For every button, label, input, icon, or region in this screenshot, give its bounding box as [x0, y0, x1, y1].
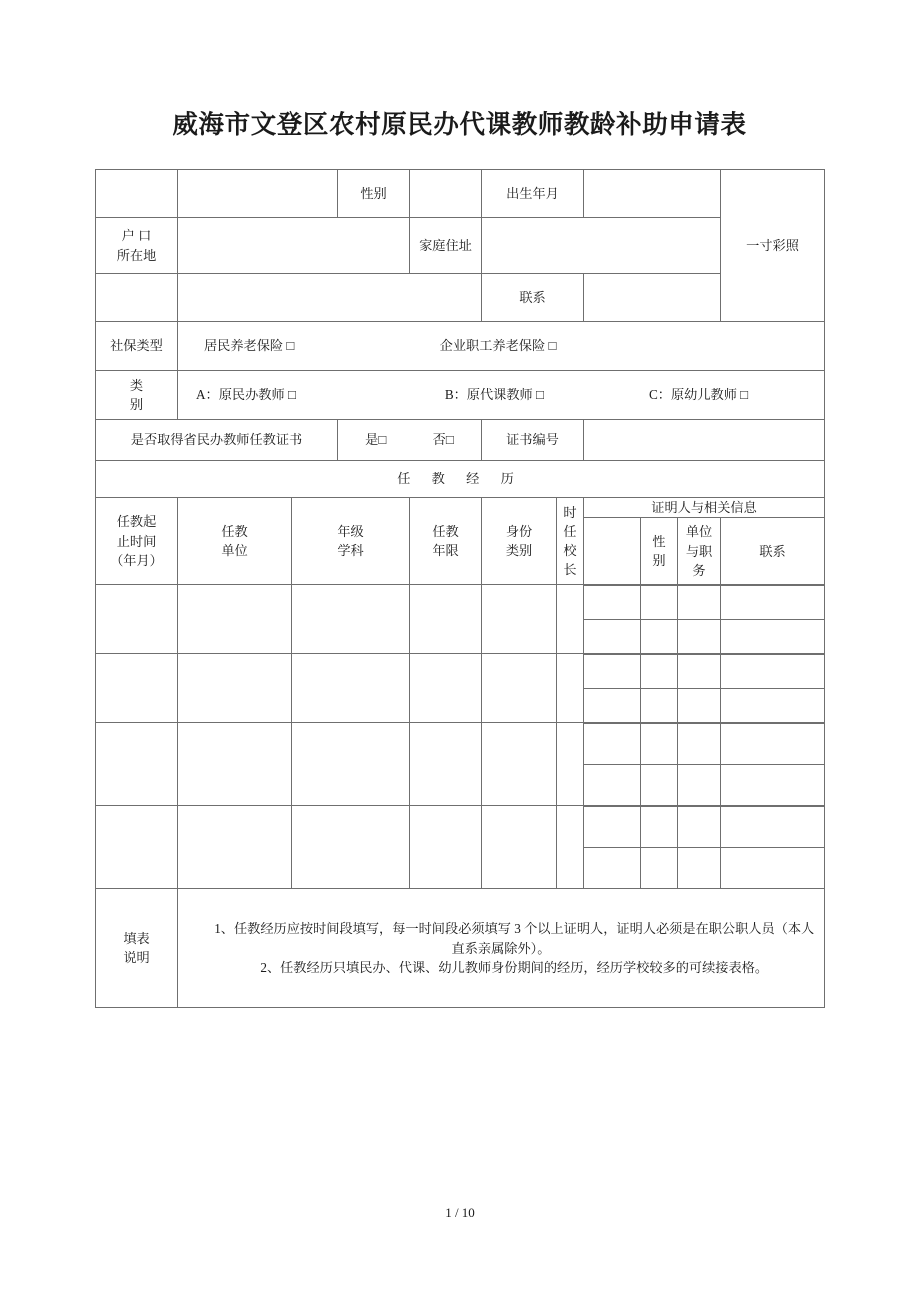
social-security-label: 社保类型 [96, 322, 178, 371]
cell-witness-unit-title[interactable] [678, 724, 721, 765]
hukou-value-cell[interactable] [178, 218, 410, 274]
name-label-cell [96, 170, 178, 218]
col-header-period-line1: 任教起 [116, 514, 157, 530]
cell-witness-unit-title[interactable] [678, 655, 721, 689]
col-header-period-line2: 止时间 [116, 533, 157, 549]
cell-witness-gender[interactable] [641, 807, 678, 848]
instructions-label [96, 889, 178, 1008]
cell-principal[interactable] [557, 585, 584, 654]
cell-witness-name[interactable] [584, 620, 641, 654]
col-header-identity-line1: 身份 [505, 523, 533, 539]
category-label-line1: 类 [129, 377, 144, 393]
social-security-options [178, 322, 825, 371]
instructions-content [178, 889, 825, 1008]
cell-identity[interactable] [482, 806, 557, 889]
instructions-row [96, 889, 825, 1008]
cell-identity[interactable] [482, 585, 557, 654]
gender-label: 性别 [338, 170, 410, 218]
cell-witness-gender[interactable] [641, 620, 678, 654]
category-label-line2: 别 [129, 397, 144, 412]
col-header-subject-line2: 学科 [337, 543, 364, 559]
instruction-note-1: 1、任教经历应按时间段填写，每一时间段必须填写 3 个以上证明人，证明人必须是在职公职人员（本人直系亲属除外）。 [214, 921, 815, 956]
cell-witness-gender[interactable] [641, 655, 678, 689]
cell-witness-name[interactable] [584, 724, 641, 765]
col-header-years-line1: 任教 [432, 523, 459, 539]
category-option-a[interactable]: A：原民办教师 □ [196, 387, 296, 403]
col-header-unit-line2: 单位 [221, 543, 248, 559]
photo-cell[interactable]: 一寸彩照 [721, 170, 825, 322]
instructions-label-line1: 填表 [123, 931, 150, 946]
col-header-unit [178, 498, 292, 585]
certificate-question: 是否取得省民办教师任教证书 [96, 420, 338, 461]
cell-period[interactable] [96, 806, 178, 889]
cell-witness-unit-title[interactable] [678, 620, 721, 654]
cell-witness-name[interactable] [584, 765, 641, 806]
col-header-witness-gender-line2: 别 [652, 553, 666, 569]
contact-row-label-cell [96, 274, 178, 322]
cell-years[interactable] [410, 806, 482, 889]
cell-witness-gender[interactable] [641, 765, 678, 806]
cell-witness-gender[interactable] [641, 689, 678, 723]
history-header-row-1 [96, 498, 825, 518]
category-option-b[interactable]: B：原代课教师 □ [444, 387, 544, 403]
cell-identity[interactable] [482, 654, 557, 723]
cell-witness-contact[interactable] [721, 689, 825, 723]
birth-value-cell[interactable] [584, 170, 721, 218]
col-header-identity [482, 498, 557, 585]
contact-label: 联系 [482, 274, 584, 322]
category-option-c[interactable]: C：原幼儿教师 □ [648, 387, 749, 403]
cell-years[interactable] [410, 654, 482, 723]
personal-row-contact [96, 274, 825, 322]
contact-row-blank-cell[interactable] [178, 274, 482, 322]
category-row [96, 371, 825, 420]
col-header-principal-line1: 时任 [563, 504, 577, 539]
cell-unit[interactable] [178, 585, 292, 654]
cell-years[interactable] [410, 585, 482, 654]
col-header-witness-contact: 联系 [721, 518, 825, 585]
contact-value-cell[interactable] [584, 274, 721, 322]
birth-label: 出生年月 [482, 170, 584, 218]
cell-witness-unit-title[interactable] [678, 807, 721, 848]
cell-witness-unit-title[interactable] [678, 586, 721, 620]
cell-period[interactable] [96, 585, 178, 654]
certificate-number-value[interactable] [584, 420, 825, 461]
col-header-principal-line2: 校长 [563, 543, 577, 578]
cell-witness-name[interactable] [584, 586, 641, 620]
hukou-label-line2: 所在地 [116, 247, 157, 263]
col-header-witness-name [584, 518, 641, 585]
certificate-row [96, 420, 825, 461]
instructions-label-line2: 说明 [123, 950, 150, 966]
personal-row-hukou [96, 218, 825, 274]
col-header-years [410, 498, 482, 585]
certificate-yes-checkbox[interactable]: 是□ [365, 432, 387, 448]
cell-period[interactable] [96, 723, 178, 806]
col-header-witness-gender [641, 518, 678, 585]
cell-witness-contact[interactable] [721, 807, 825, 848]
cell-witness-unit-title[interactable] [678, 689, 721, 723]
teaching-history-section-title: 任 教 经 历 [96, 461, 825, 498]
certificate-no-checkbox[interactable]: 否□ [432, 432, 454, 448]
cell-witness-name[interactable] [584, 689, 641, 723]
certificate-yes-no [338, 420, 482, 461]
category-options [178, 371, 825, 420]
hukou-label [96, 218, 178, 274]
cell-period[interactable] [96, 654, 178, 723]
cell-witness-contact[interactable] [721, 586, 825, 620]
personal-row-name [96, 170, 825, 218]
application-form-table [95, 169, 825, 1008]
cell-principal[interactable] [557, 654, 584, 723]
cell-witness-name[interactable] [584, 655, 641, 689]
cell-subject[interactable] [292, 654, 410, 723]
option-enterprise-pension[interactable]: 企业职工养老保险 □ [439, 338, 557, 354]
name-value-cell[interactable] [178, 170, 338, 218]
witness-group-header: 证明人与相关信息 [584, 498, 825, 518]
hukou-label-line1: 户 口 [121, 228, 152, 244]
cell-witness-contact[interactable] [721, 848, 825, 889]
col-header-witness-unit-title: 单位与职务 [678, 518, 721, 585]
cell-witness-contact[interactable] [721, 620, 825, 654]
col-header-unit-line1: 任教 [221, 523, 248, 539]
cell-years[interactable] [410, 723, 482, 806]
instruction-note-2: 2、任教经历只填民办、代课、幼儿教师身份期间的经历，经历学校较多的可续接表格。 [260, 959, 769, 975]
cell-unit[interactable] [178, 723, 292, 806]
cell-witness-contact[interactable] [721, 655, 825, 689]
cell-witness-gender[interactable] [641, 724, 678, 765]
cell-subject[interactable] [292, 585, 410, 654]
cell-unit[interactable] [178, 654, 292, 723]
address-value-cell[interactable] [482, 218, 721, 274]
col-header-subject-line1: 年级 [337, 523, 364, 539]
cell-witness-unit-title[interactable] [678, 848, 721, 889]
cell-principal[interactable] [557, 806, 584, 889]
col-header-witness-gender-line1: 性 [652, 534, 666, 549]
cell-witness-gender[interactable] [641, 586, 678, 620]
col-header-period-line3: （年月） [110, 552, 163, 568]
address-label: 家庭住址 [410, 218, 482, 274]
cell-witness-contact[interactable] [721, 724, 825, 765]
teaching-history-section-row [96, 461, 825, 498]
col-header-subject [292, 498, 410, 585]
page-title: 威海市文登区农村原民办代课教师教龄补助申请表 [172, 110, 747, 139]
col-header-identity-line2: 类别 [505, 543, 533, 559]
cell-witness-contact[interactable] [721, 765, 825, 806]
col-header-principal [557, 498, 584, 585]
col-header-years-line2: 年限 [432, 543, 459, 559]
cell-identity[interactable] [482, 723, 557, 806]
cell-witness-gender[interactable] [641, 848, 678, 889]
cell-witness-name[interactable] [584, 848, 641, 889]
col-header-period [96, 498, 178, 585]
cell-subject[interactable] [292, 806, 410, 889]
cell-principal[interactable] [557, 723, 584, 806]
gender-value-cell[interactable] [410, 170, 482, 218]
cell-witness-unit-title[interactable] [678, 765, 721, 806]
cell-unit[interactable] [178, 806, 292, 889]
cell-subject[interactable] [292, 723, 410, 806]
option-resident-pension[interactable]: 居民养老保险 □ [204, 338, 295, 354]
certificate-number-label: 证书编号 [482, 420, 584, 461]
cell-witness-name[interactable] [584, 807, 641, 848]
page-number-footer: 1 / 10 [445, 1205, 475, 1220]
social-security-row [96, 322, 825, 371]
category-label [96, 371, 178, 420]
